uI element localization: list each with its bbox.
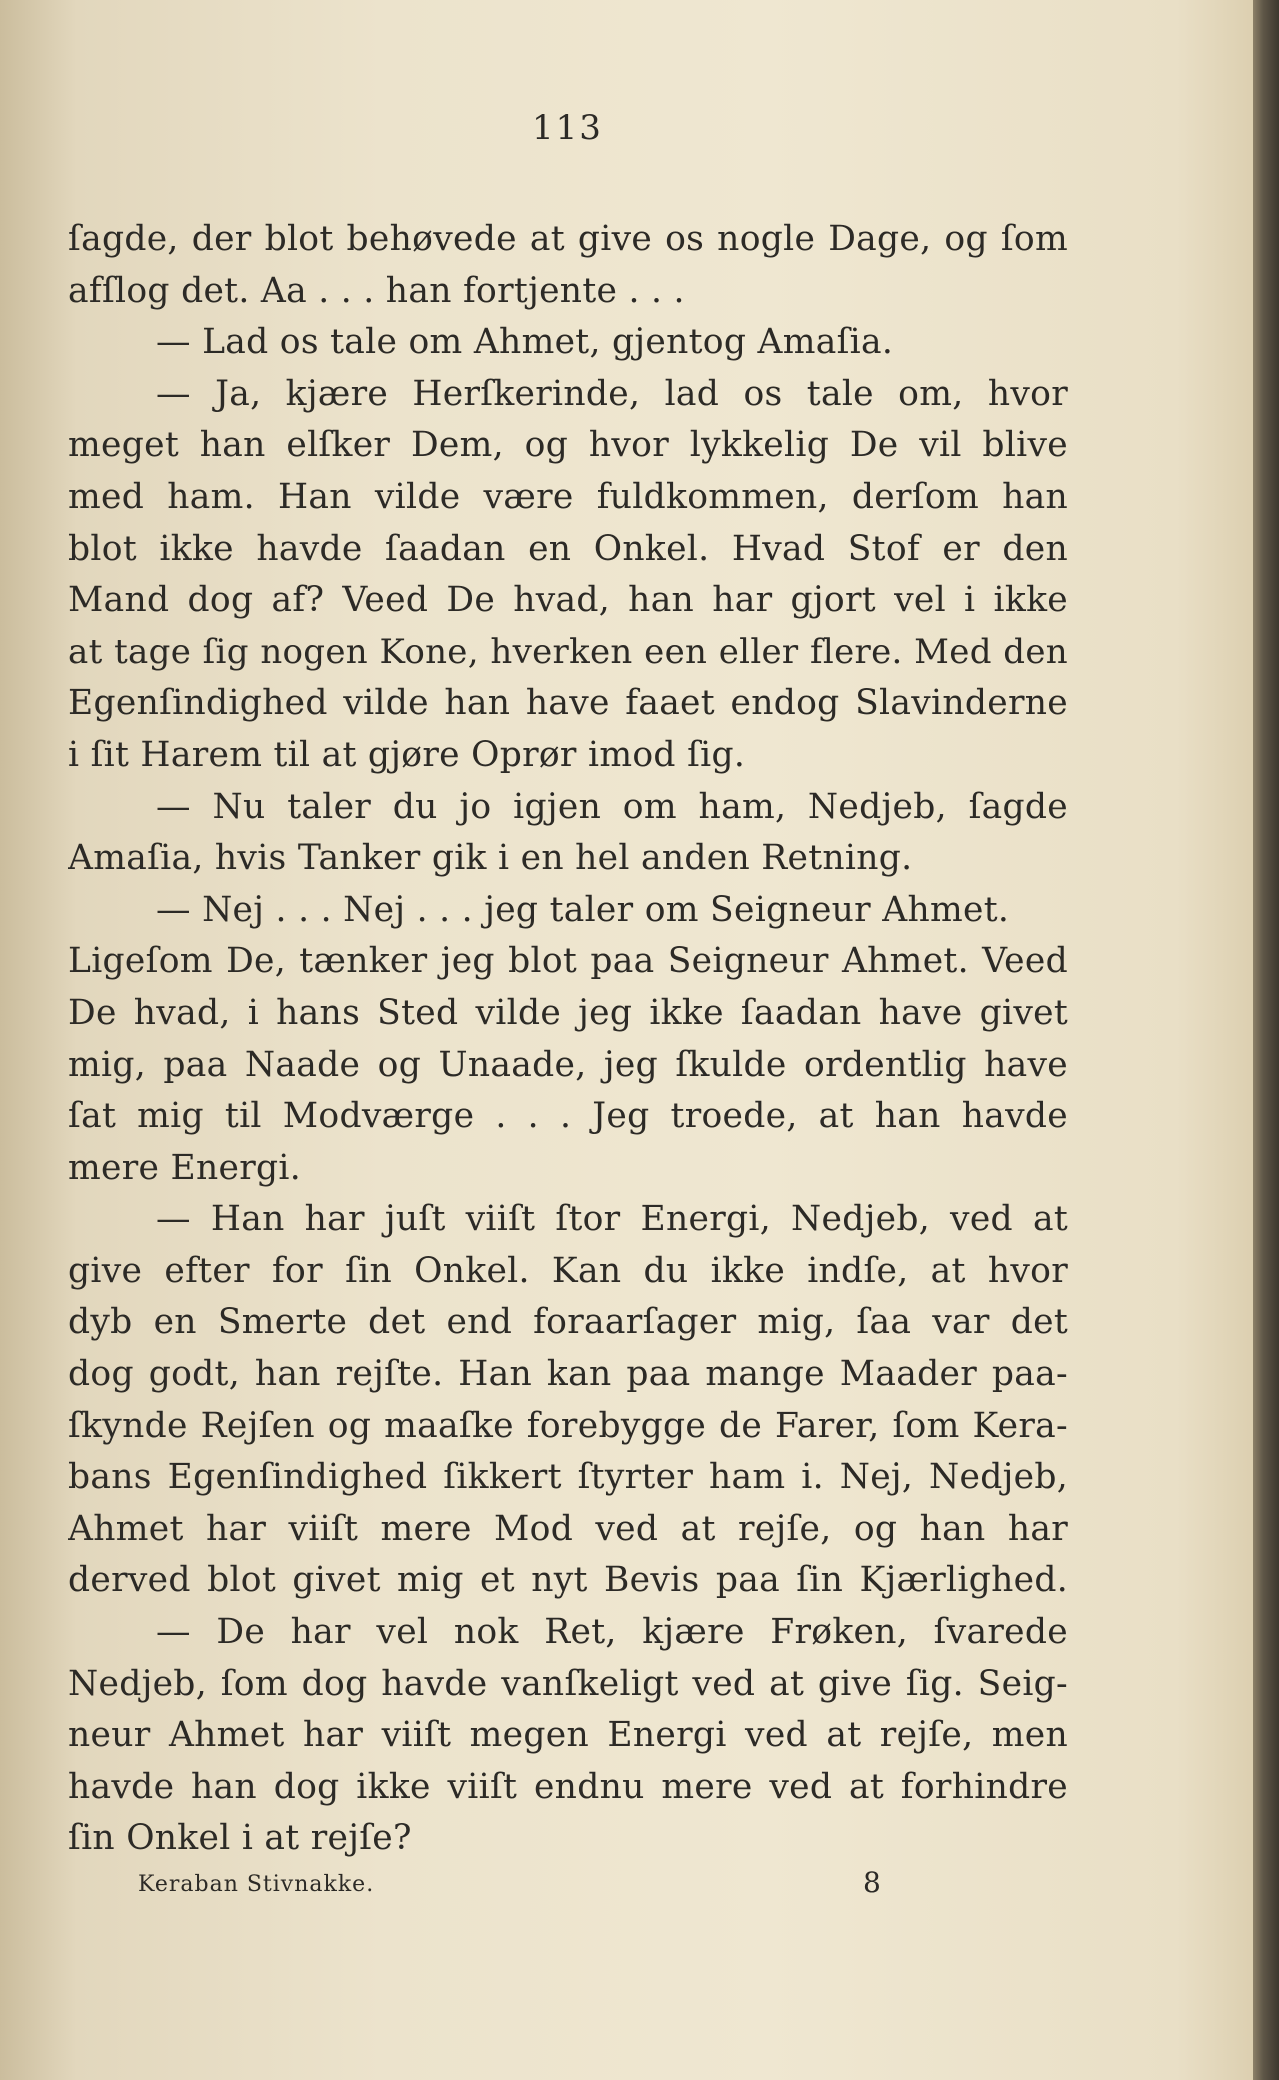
text-line: give efter for ſin Onkel. Kan du ikke indſe, at hvor bbox=[68, 1250, 1068, 1291]
text-line: De hvad, i hans Sted vilde jeg ikke ſaadan have givet bbox=[68, 992, 1068, 1033]
text-line: ſat mig til Modværge . . . Jeg troede, at han havde bbox=[68, 1096, 1068, 1137]
text-line: Ligeſom De, tænker jeg blot paa Seigneur Ahmet. Veed bbox=[68, 941, 1068, 982]
text-line: mere Energi. bbox=[68, 1147, 302, 1188]
text-line: mig, paa Naade og Unaade, jeg ſkulde ordentlig have bbox=[68, 1044, 1068, 1085]
text-line: ſagde, der blot behøvede at give os nogle Dage, og ſom bbox=[68, 219, 1068, 259]
text-line: ſkynde Rejſen og maaſke forebygge de Farer, ſom Kera- bbox=[68, 1405, 1068, 1446]
text-line: ſin Onkel i at rejſe? bbox=[68, 1818, 412, 1859]
text-line: dyb en Smerte det end foraarſager mig, ſaa var det bbox=[68, 1302, 1068, 1343]
sheet-number: 8 bbox=[863, 1866, 881, 1899]
text-line: at tage ſig nogen Kone, hverken een eller flere. Med den bbox=[68, 631, 1068, 672]
text-line: Ahmet har viiſt mere Mod ved at rejſe, og han har bbox=[68, 1508, 1068, 1549]
text-line: i ſit Harem til at gjøre Oprør imod ſig. bbox=[68, 734, 746, 775]
text-line: Amaſia, hvis Tanker gik i en hel anden Retning. bbox=[68, 838, 913, 879]
text-line: — Lad os tale om Ahmet, gjentog Amaſia. bbox=[156, 322, 894, 363]
text-line: bans Egenſindighed ſikkert ſtyrter ham i. Nej, Nedjeb, bbox=[68, 1457, 1068, 1498]
text-line: Nedjeb, ſom dog havde vanſkeligt ved at give ſig. Seig- bbox=[68, 1663, 1068, 1704]
text-line: neur Ahmet har viiſt megen Energi ved at rejſe, men bbox=[68, 1715, 1068, 1756]
text-line: — Han har juſt viiſt ſtor Energi, Nedjeb, ved at bbox=[156, 1199, 1068, 1240]
text-line: — Nu taler du jo igjen om ham, Nedjeb, ſagde bbox=[156, 786, 1068, 827]
text-line: derved blot givet mig et nyt Bevis paa ſin Kjærlighed. bbox=[68, 1560, 1068, 1601]
text-line: meget han elſker Dem, og hvor lykkelig De vil blive bbox=[68, 425, 1068, 466]
text-line: Egenſindighed vilde han have faaet endog Slavinderne bbox=[68, 683, 1068, 724]
page-footer bbox=[68, 1866, 1068, 1906]
page-number: 113 bbox=[532, 108, 603, 148]
text-line: — Nej . . . Nej . . . jeg taler om Seigneur Ahmet. bbox=[156, 889, 1010, 930]
text-line: med ham. Han vilde være fuldkommen, derſom han bbox=[68, 476, 1068, 517]
body-text bbox=[68, 214, 1068, 1865]
page-edge-shadow bbox=[1253, 0, 1279, 2080]
text-line: Mand dog af? Veed De hvad, han har gjort vel i ikke bbox=[68, 580, 1068, 621]
signature-mark: Keraban Stivnakke. bbox=[138, 1872, 375, 1897]
text-line: — De har vel nok Ret, kjære Frøken, ſvarede bbox=[156, 1612, 1068, 1653]
text-line: afſlog det. Aa . . . han fortjente . . . bbox=[68, 270, 685, 311]
text-line: havde han dog ikke viiſt endnu mere ved at forhindre bbox=[68, 1766, 1068, 1807]
text-line: — Ja, kjære Herſkerinde, lad os tale om, hvor bbox=[156, 373, 1068, 414]
text-line: blot ikke havde ſaadan en Onkel. Hvad Stof er den bbox=[68, 528, 1068, 569]
text-line: dog godt, han rejſte. Han kan paa mange Maader paa- bbox=[68, 1354, 1068, 1395]
